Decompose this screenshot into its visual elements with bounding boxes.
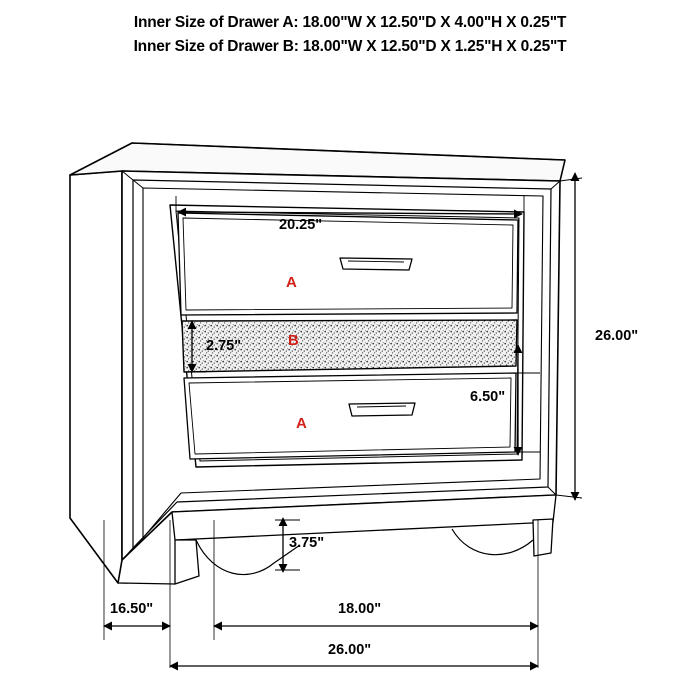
header-line-drawer-a: Inner Size of Drawer A: 18.00"W X 12.50"D X 4.00"H X 0.25"T [133,14,567,31]
dim-leg-height: 3.75" [289,535,325,551]
drawer-label-b-middle: B [288,332,299,349]
dim-lower-drawer-height: 6.50" [470,389,506,405]
drawer-label-a-top: A [286,274,297,291]
dim-front-width: 18.00" [338,601,382,617]
dim-middle-drawer-height: 2.75" [206,338,242,354]
dim-drawer-width: 20.25" [279,217,323,233]
dim-total-height: 26.00" [595,328,639,344]
drawer-label-a-bottom: A [296,415,307,432]
header-line-drawer-b: Inner Size of Drawer B: 18.00"W X 12.50"D X 1.25"H X 0.25"T [133,38,567,55]
dim-depth: 16.50" [110,601,154,617]
dim-total-width: 26.00" [328,642,372,658]
